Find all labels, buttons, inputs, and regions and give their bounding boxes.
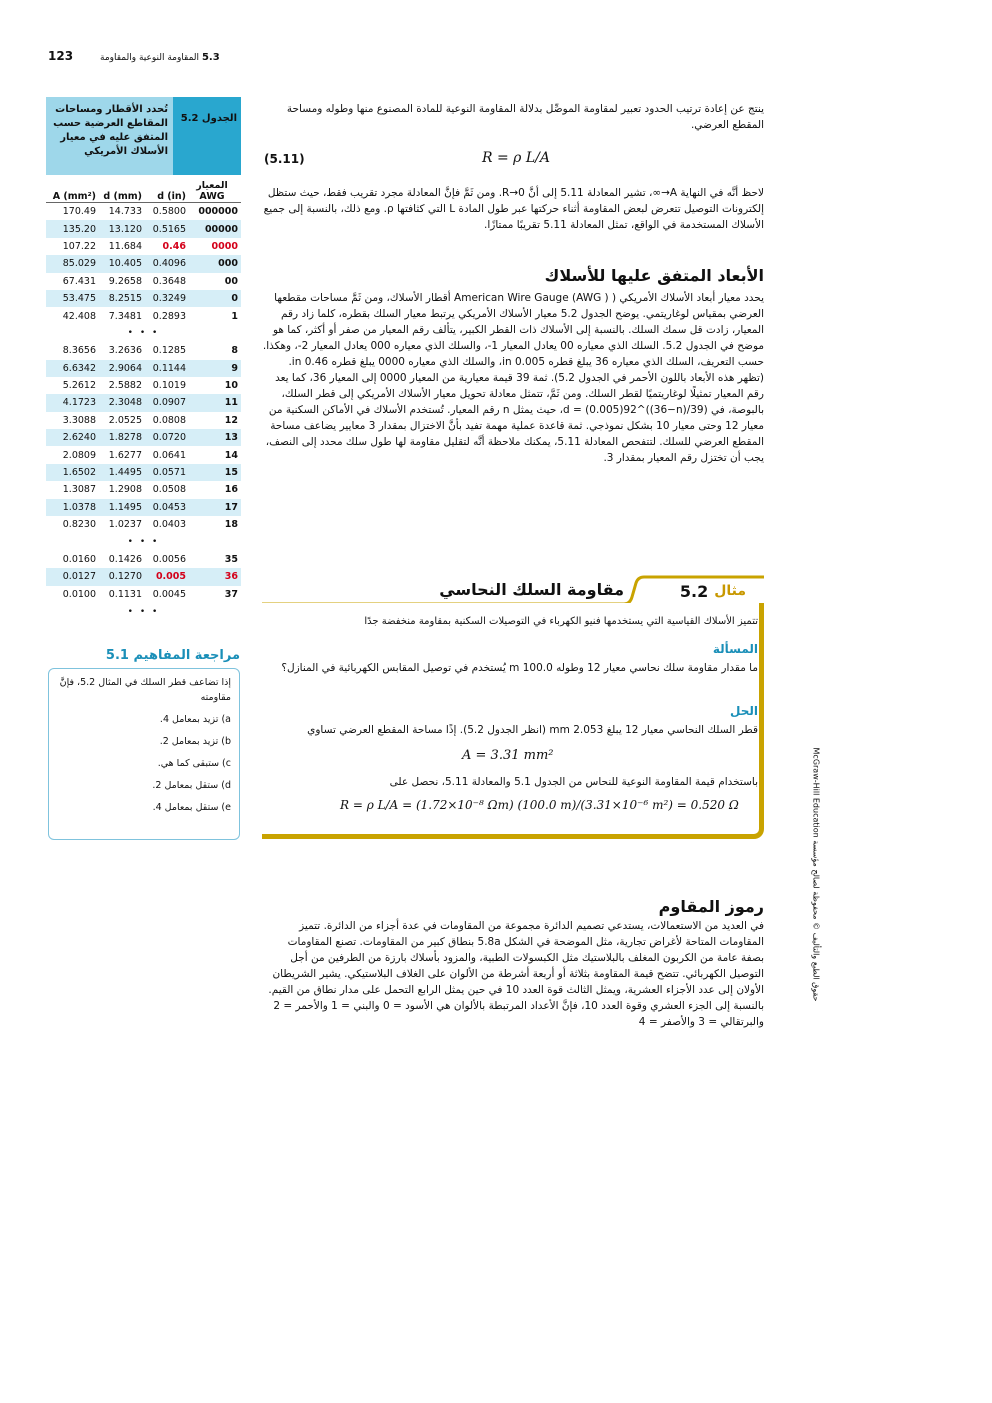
table-cell: 10 <box>224 380 238 392</box>
option-a: a) تزيد بمعامل 4. <box>159 714 231 725</box>
intro-paragraph-1: ينتج عن إعادة ترتيب الحدود تعبير لمقاومة الموصِّل بدلالة المقاومة النوعية للمادة المصنوع منها وطوله ومساحة المقطع العرضي. <box>286 103 764 131</box>
table-label: الجدول 5.2 <box>173 97 241 175</box>
table-cell: 0.1019 <box>152 380 186 392</box>
table-cell: 0.4096 <box>152 258 186 270</box>
table-row <box>46 220 241 237</box>
table-cell: 135.20 <box>62 223 96 235</box>
table-cell: 4.1723 <box>62 397 96 409</box>
table-cell: 37 <box>224 588 238 600</box>
area-equation: A = 3.31 mm² <box>462 748 554 763</box>
section-number: 5.3 <box>201 52 220 63</box>
solution-text: قطر السلك النحاسي معيار 12 يبلغ 2.053 mm (انظر الجدول 5.2). إذًا مساحة المقطع العرضي تساوي <box>307 724 758 736</box>
table-cell: 0.1285 <box>152 345 186 357</box>
table-cell: 8 <box>231 345 238 357</box>
table-row <box>46 360 241 377</box>
table-cell: 7.3481 <box>108 310 142 322</box>
table-ellipsis: • • • <box>127 537 160 548</box>
table-cell: 85.029 <box>62 258 96 270</box>
table-row <box>46 394 241 411</box>
example-intro: تتميز الأسلاك القياسية التي يستخدمها فنيو الكهرباء في التوصيلات السكنية بمقاومة منخفضة جدًا <box>364 616 758 627</box>
table-cell: 0.0100 <box>62 588 96 600</box>
table-row <box>46 203 241 220</box>
table-cell: 14.733 <box>108 206 142 218</box>
solution-text-2: باستخدام قيمة المقاومة النوعية للنحاس من الجدول 5.1 والمعادلة 5.11، نحصل على <box>389 776 758 788</box>
col-header-area: A (mm²) <box>52 191 96 202</box>
table-cell: 8.2515 <box>108 293 142 305</box>
table-cell: 11.684 <box>108 240 142 252</box>
table-cell: 13 <box>224 432 238 444</box>
table-cell: 1.6502 <box>62 467 96 479</box>
table-cell: 1.4495 <box>108 467 142 479</box>
table-cell: 0.3648 <box>152 275 186 287</box>
table-cell: 3.2636 <box>108 345 142 357</box>
option-d: d) ستقل بمعامل 2. <box>152 780 231 791</box>
copyright-sidebar <box>806 730 820 1030</box>
table-row <box>46 290 241 307</box>
table-row <box>46 255 241 272</box>
table-cell: 0.0907 <box>152 397 186 409</box>
table-row <box>46 238 241 255</box>
table-row <box>46 499 241 516</box>
equation-number: (5.11) <box>264 152 305 166</box>
table-cell: 1.1495 <box>108 501 142 513</box>
table-cell: 3.3088 <box>62 414 96 426</box>
table-cell: 1.8278 <box>108 432 142 444</box>
table-cell: 1 <box>231 310 238 322</box>
table-cell: 0.8230 <box>62 519 96 531</box>
table-cell: 170.49 <box>62 206 96 218</box>
table-cell: 1.0237 <box>108 519 142 531</box>
table-cell: 14 <box>224 449 238 461</box>
option-b: b) تزيد بمعامل 2. <box>159 736 231 747</box>
table-title: تُحدد الأقطار ومساحات المقاطع العرضية حسب المتفق عليه في معيار الأسلاك الأمريكي <box>46 97 173 175</box>
table-cell: 9.2658 <box>108 275 142 287</box>
table-cell: 0.005 <box>155 571 186 583</box>
table-cell: 0.2893 <box>152 310 186 322</box>
table-cell: 16 <box>224 484 238 496</box>
table-cell: 1.2908 <box>108 484 142 496</box>
table-row <box>46 307 241 324</box>
table-header <box>46 97 241 175</box>
table-cell: 18 <box>224 519 238 531</box>
table-cell: 0.1144 <box>152 362 186 374</box>
table-cell: 8.3656 <box>62 345 96 357</box>
awg-table <box>46 97 241 620</box>
table-row <box>46 464 241 481</box>
table-row <box>46 568 241 585</box>
table-cell: 0.0045 <box>152 588 186 600</box>
example-number: 5.2 <box>679 581 709 601</box>
table-cell: 35 <box>224 554 238 565</box>
example-label <box>630 578 764 604</box>
table-cell: 15 <box>224 467 238 479</box>
table-row <box>46 412 241 429</box>
table-cell: 107.22 <box>62 240 96 252</box>
concept-review-box <box>48 668 240 840</box>
table-cell: 36 <box>224 571 238 583</box>
table-row <box>46 446 241 463</box>
table-ellipsis: • • • <box>127 606 160 617</box>
table-cell: 0.0720 <box>152 432 186 444</box>
table-cell: 0.46 <box>162 240 186 252</box>
section-heading-dimensions: الأبعاد المتفق عليها للأسلاك <box>544 266 764 285</box>
col-header-d-mm: d (mm) <box>103 191 142 202</box>
equation-5-11: R = ρ L/A <box>482 150 550 166</box>
table-cell: 2.3048 <box>108 397 142 409</box>
running-header <box>100 52 220 63</box>
final-equation: R = ρ L/A = (1.72×10⁻⁸ Ωm) (100.0 m)/(3.31×10⁻⁶ m²) = 0.520 Ω <box>340 798 739 812</box>
table-row <box>46 342 241 359</box>
option-e: e) ستقل بمعامل 4. <box>152 802 231 813</box>
table-cell: 1.0378 <box>62 501 96 513</box>
table-cell: 12 <box>224 414 238 426</box>
table-cell: 11 <box>224 397 238 409</box>
table-row <box>46 377 241 394</box>
problem-heading: المسألة <box>712 642 758 656</box>
table-cell: 2.6240 <box>62 432 96 444</box>
problem-text: ما مقدار مقاومة سلك نحاسي معيار 12 وطوله 100.0 m يُستخدم في توصيل المقابس الكهربائية في المنازل؟ <box>281 662 758 674</box>
table-group-3 <box>46 551 241 603</box>
table-cell: 0.1426 <box>108 554 142 565</box>
table-cell: 0.0508 <box>152 484 186 496</box>
table-cell: 53.475 <box>62 293 96 305</box>
table-cell: 67.431 <box>62 275 96 287</box>
page-number: 123 <box>48 49 74 63</box>
table-cell: 0.1131 <box>108 588 142 600</box>
resistors-paragraph: في العديد من الاستعمالات، يستدعي تصميم الدائرة مجموعة من المقاومات في عدة أجزاء من الدائرة. تتميز المقاومات المتاحة لأغراض تجارية، مثل الموضحة في الشكل 5.8a بنطاق كبير من المقاومات. تصنع المقاومات بصفة عامة من الكربون المغلف بالبلاستيك مثل الكبسولات الطبية، والمزود بأسلاك بارزة من الطرفين من أجل التوصيل الكهربائي. تتضح قيمة المقاومة بثلاثة أو أربعة أشرطة من الألوان على الغلاف البلاستيكي. يشير الشريطان الأولان إلى عدد الأجزاء العشرية، ويمثل الثالث قوة العدد 10 في حين يمثل الرابع التحمل على مدار نطاق من القيم. بالنسبة إلى الجزء العشري وقوة العدد 10، فإنَّ الأعداد المرتبطة بالألوان هي الأسود = 0 والبني = 1 والأحمر = 2 والبرتقالي = 3 والأصفر = 4 <box>268 920 764 1028</box>
table-row <box>46 481 241 498</box>
table-cell: 2.9064 <box>108 362 142 374</box>
table-group-1 <box>46 203 241 325</box>
table-ellipsis: • • • <box>127 328 160 339</box>
table-cell: 1.3087 <box>62 484 96 496</box>
table-cell: 0.0056 <box>152 554 186 565</box>
table-cell: 5.2612 <box>62 380 96 392</box>
table-row <box>46 551 241 568</box>
table-cell: 42.408 <box>62 310 96 322</box>
table-cell: 6.6342 <box>62 362 96 374</box>
table-cell: 000000 <box>198 206 238 218</box>
table-cell: 17 <box>224 501 238 513</box>
table-cell: 0.0571 <box>152 467 186 479</box>
table-cell: 9 <box>231 362 238 374</box>
table-cell: 10.405 <box>108 258 142 270</box>
section-title: المقاومة النوعية والمقاومة <box>100 53 200 63</box>
table-cell: 1.6277 <box>108 449 142 461</box>
table-cell: 00 <box>224 275 238 287</box>
section-heading-resistors: رموز المقاوم <box>658 897 764 916</box>
table-cell: 000 <box>218 258 238 270</box>
table-row <box>46 273 241 290</box>
table-cell: 0.0641 <box>152 449 186 461</box>
copyright-text: McGraw-Hill Education حقوق الطبع والتأليف © محفوظة لصالح مؤسسة <box>811 747 821 1002</box>
table-cell: 2.0525 <box>108 414 142 426</box>
table-cell: 0.0808 <box>152 414 186 426</box>
table-cell: 0.0127 <box>62 571 96 583</box>
table-cell: 2.0809 <box>62 449 96 461</box>
table-cell: 0.5800 <box>152 206 186 218</box>
table-cell: 0.1270 <box>108 571 142 583</box>
col-header-d-in: d (in) <box>157 191 186 202</box>
example-word: مثال <box>714 583 746 599</box>
concept-review-question: إذا تضاعف قطر السلك في المثال 5.2، فإنَّ مقاومته <box>59 677 231 703</box>
solution-heading: الحل <box>730 704 758 718</box>
table-group-2 <box>46 342 241 533</box>
intro-paragraph-2: لاحظ أنَّه في النهاية A→∞، تشير المعادلة 5.11 إلى أنَّ R→0. ومن ثَمَّ فإنَّ المعادلة مجرد تقريب فقط، حيث ستظل إلكترونات التوصيل تتعرض لبعض المقاومة أثناء حركتها عبر طول المادة L التي كثافتها ρ. ومع ذلك، بالنسبة إلى جميع الأسلاك المستخدمة في الواقع، تمثل المعادلة 5.11 تقريبًا ممتازًا. <box>263 187 764 231</box>
table-cell: 0 <box>231 293 238 305</box>
table-cell: 0.0403 <box>152 519 186 531</box>
table-cell: 0.0453 <box>152 501 186 513</box>
dimensions-paragraph: يحدد معيار أبعاد الأسلاك الأمريكي ( American Wire Gauge (AWG ) أقطار الأسلاك، ومن ثَمَّ مساحات مقطعها العرضي بمقياس لوغاريتمي. يوضح الجدول 5.2 معيار الأسلاك الأمريكي يرتبط معيار السلك بقطره، كلما زاد رقم المعيار، زادت قل سمك السلك. بالنسبة إلى الأسلاك ذات القطر الكبير، يتألف رقم المعيار من صفر أو أكثر، كما هو موضح في الجدول 5.2. السلك الذي معياره 00 يعادل المعيار 1-، والسلك الذي معياره 000 يعادل المعيار 2-، وهكذا. حسب التعريف، السلك الذي معياره 36 يبلغ قطره 0.005 in، والسلك الذي معياره 0000 يبلغ قطره 0.46 in. (تظهر هذه الأبعاد باللون الأحمر في الجدول 5.2). ثمة 39 قيمة معيارية من المعيار 0000 إلى المعيار 36، كما يعد رقم المعيار تمثيلًا لوغاريتميًا لقطر السلك. ومن ثَمَّ، تتمثل معادلة تحويل معيار الأسلاك الأمريكي إلى قطر السلك، بالبوصة، في d = (0.005)92^((36−n)/39)، حيث يمثل n رقم المعيار. تُستخدم الأسلاك في الأماكن السكنية من معيار 12 وحتى معيار 10 بشكل نموذجي. ثمة قاعدة عملية مهمة تفيد بأنَّ الاختزال بمقدار 3 معايير يضاعف مساحة المقطع العرضي للسلك. لتتفحص المعادلة 5.11، يمكنك ملاحظة أنَّه لتقليل مقاومة لها طول سلك محدد إلى النصف، يجب أن تختزل رقم المعيار بمقدار 3. <box>262 292 764 464</box>
table-cell: 0.3249 <box>152 293 186 305</box>
table-cell: 2.5882 <box>108 380 142 392</box>
example-title: مقاومة السلك النحاسي <box>439 580 624 599</box>
table-column-headers <box>46 175 241 203</box>
table-cell: 00000 <box>204 223 238 235</box>
concept-review-title: مراجعة المفاهيم 5.1 <box>105 648 240 663</box>
table-cell: 13.120 <box>108 223 142 235</box>
table-row <box>46 586 241 603</box>
option-c: c) ستبقى كما هي. <box>157 758 231 769</box>
table-row <box>46 516 241 533</box>
table-cell: 0.0160 <box>62 554 96 565</box>
table-cell: 0.5165 <box>152 223 186 235</box>
col-header-awg: المعيار AWG <box>196 180 228 202</box>
table-row <box>46 429 241 446</box>
table-cell: 0000 <box>211 240 238 252</box>
